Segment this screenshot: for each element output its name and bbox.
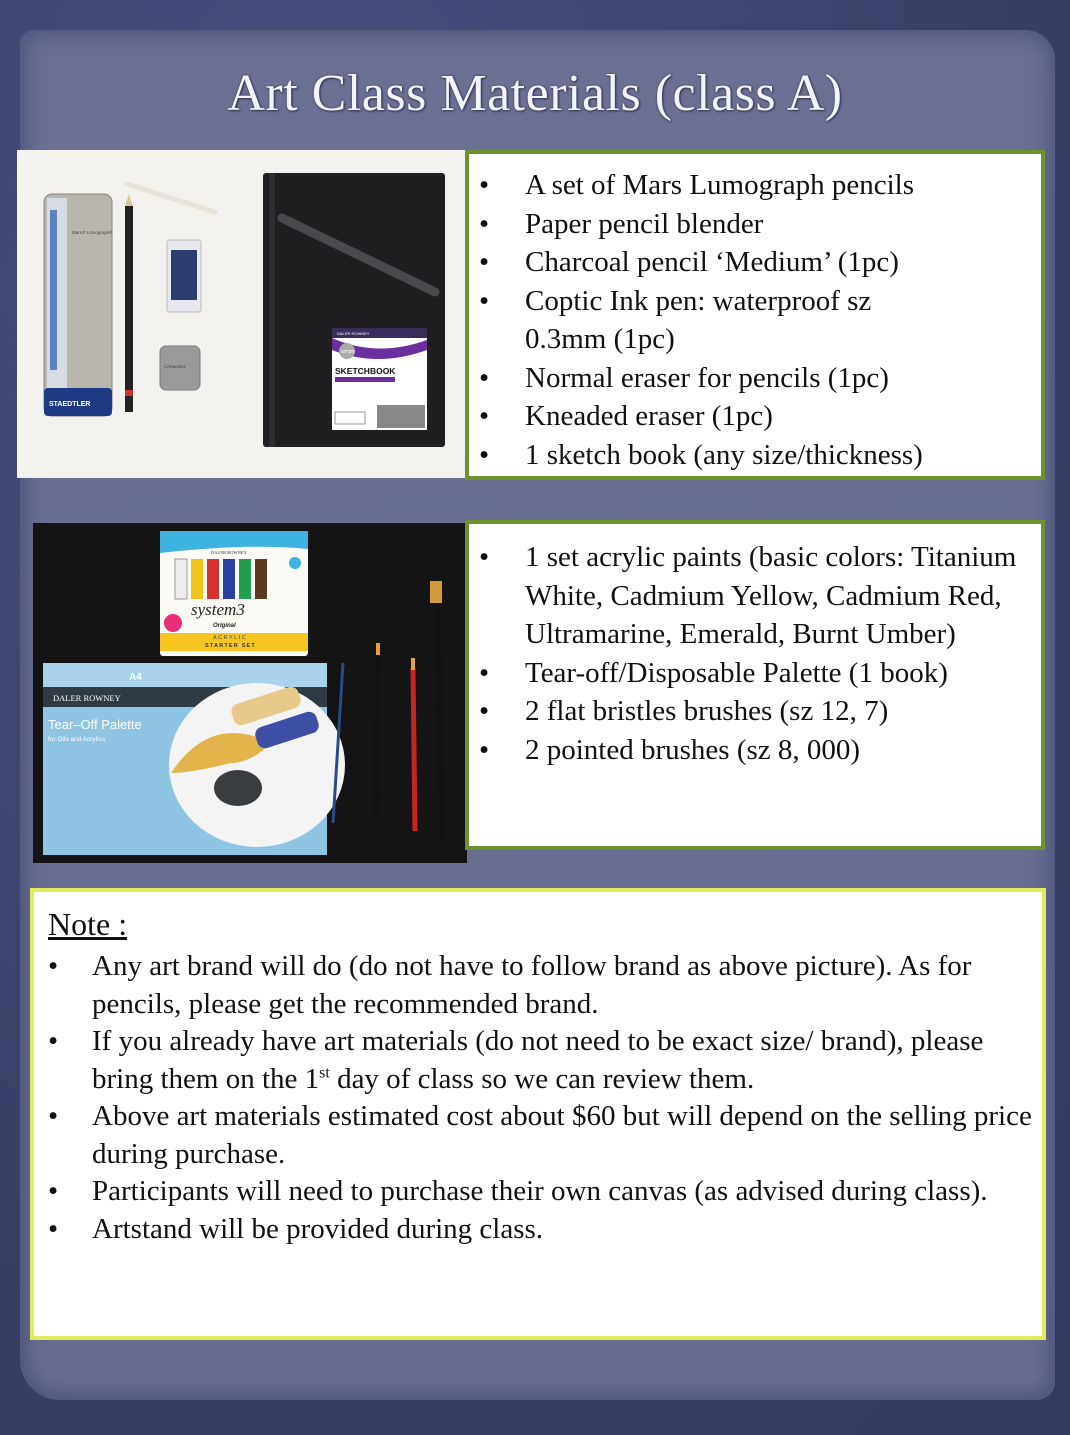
note-item xyxy=(34,1173,1032,1211)
note-item xyxy=(34,1098,1032,1173)
kneaded-eraser-icon xyxy=(160,346,200,390)
list-item-text: Paper pencil blender xyxy=(525,207,764,240)
kneaded-brand-label: Cretacolor xyxy=(164,365,186,370)
list-item xyxy=(469,436,1041,475)
list-item xyxy=(469,166,1041,205)
palette-sub-label: for Oils and Acrylics xyxy=(48,736,106,743)
palette-title-label: Tear–Off Palette xyxy=(48,717,142,732)
palette-brand-label: DALER ROWNEY xyxy=(53,693,121,703)
paint-set-label: STARTER SET xyxy=(205,643,256,649)
bullet: • xyxy=(479,438,490,471)
eraser-icon xyxy=(167,240,201,312)
list-item-text: 1 set acrylic paints (basic colors: Titanium White, Cadmium Yellow, Cadmium Red, Ultramarine, Emerald, Burnt Umber) xyxy=(525,541,1017,650)
note-box xyxy=(30,888,1046,1340)
page-title: Art Class Materials (class A) xyxy=(227,65,843,122)
sketchbook-icon xyxy=(263,173,445,447)
ordinal-suffix: st xyxy=(319,1063,330,1081)
list-item-text: Normal eraser for pencils (1pc) xyxy=(525,361,889,394)
bullet: • xyxy=(48,950,59,982)
bullet: • xyxy=(479,733,490,766)
sketchbook-title-label: SKETCHBOOK xyxy=(335,366,396,376)
paint-name-label: system3 xyxy=(191,600,245,619)
list-item xyxy=(469,538,1041,654)
bullet: • xyxy=(479,695,490,727)
list-item xyxy=(469,731,1041,770)
bullet: • xyxy=(479,656,490,689)
acrylic-paint-set-icon xyxy=(160,531,308,656)
bullet: • xyxy=(48,1100,59,1132)
tear-off-palette-icon xyxy=(43,663,345,855)
note-item xyxy=(34,948,1032,1023)
list-item-text: Charcoal pencil ‘Medium’ (1pc) xyxy=(525,246,899,278)
paint-brand-label: DALER ROWNEY xyxy=(211,550,247,555)
pencil-tin-icon xyxy=(44,194,113,416)
list-item-text: Tear-off/Disposable Palette (1 book) xyxy=(525,656,948,689)
paint-sub-label: Original xyxy=(213,623,236,629)
list-item xyxy=(469,282,1041,359)
list-item-text: 1 sketch book (any size/thickness) xyxy=(525,438,923,471)
note-item-text: day of class so we can review them. xyxy=(329,1062,755,1095)
bullet: • xyxy=(48,1175,59,1207)
painting-materials-list xyxy=(465,520,1045,850)
note-item-text: Artstand will be provided during class. xyxy=(92,1212,544,1245)
note-item-text: Participants will need to purchase their own canvas (as advised during class). xyxy=(92,1175,988,1207)
list-item-text: 2 flat bristles brushes (sz 12, 7) xyxy=(525,695,889,727)
list-item-text: Coptic Ink pen: waterproof sz 0.3mm (1pc) xyxy=(525,284,872,355)
bullet: • xyxy=(48,1212,59,1245)
bullet: • xyxy=(479,207,490,240)
bullet: • xyxy=(479,361,490,394)
list-item xyxy=(469,359,1041,398)
bullet: • xyxy=(479,400,490,432)
list-item xyxy=(469,654,1041,693)
tin-product-label: Mars® Lumograph® xyxy=(72,230,113,235)
list-item xyxy=(469,205,1041,244)
note-item xyxy=(34,1023,1032,1098)
sketchbook-line-label: simply xyxy=(341,349,356,355)
note-item-text: Above art materials estimated cost about $60 but will depend on the selling price during purchase. xyxy=(92,1100,1032,1170)
note-title: Note : xyxy=(48,906,128,942)
list-item xyxy=(469,243,1041,282)
palette-size-label: A4 xyxy=(129,672,142,683)
painting-supplies-photo xyxy=(33,523,467,863)
list-item xyxy=(469,397,1041,436)
list-item-text: Kneaded eraser (1pc) xyxy=(525,400,773,432)
drawing-materials-list xyxy=(465,150,1045,480)
drawing-supplies-photo xyxy=(17,150,472,478)
paint-type-label: ACRYLIC xyxy=(213,635,248,641)
bullet: • xyxy=(479,169,490,201)
bullet: • xyxy=(479,541,490,573)
bullet: • xyxy=(479,284,490,317)
bullet: • xyxy=(48,1025,59,1057)
bullet: • xyxy=(479,246,490,278)
note-item-text: Any art brand will do (do not have to follow brand as above picture). As for pencils, please get the recommended brand. xyxy=(92,950,972,1020)
tin-brand-label: STAEDTLER xyxy=(49,401,91,408)
list-item-text: 2 pointed brushes (sz 8, 000) xyxy=(525,733,861,766)
sketchbook-brand-label: DALER ROWNEY xyxy=(337,331,370,336)
list-item-text: A set of Mars Lumograph pencils xyxy=(525,169,915,201)
list-item xyxy=(469,692,1041,731)
charcoal-pencil-icon xyxy=(125,194,133,412)
note-item xyxy=(34,1211,1032,1249)
note-item-text: If you already have art materials (do not need to be exact size/ brand), please bring them on the 1 xyxy=(92,1025,984,1095)
